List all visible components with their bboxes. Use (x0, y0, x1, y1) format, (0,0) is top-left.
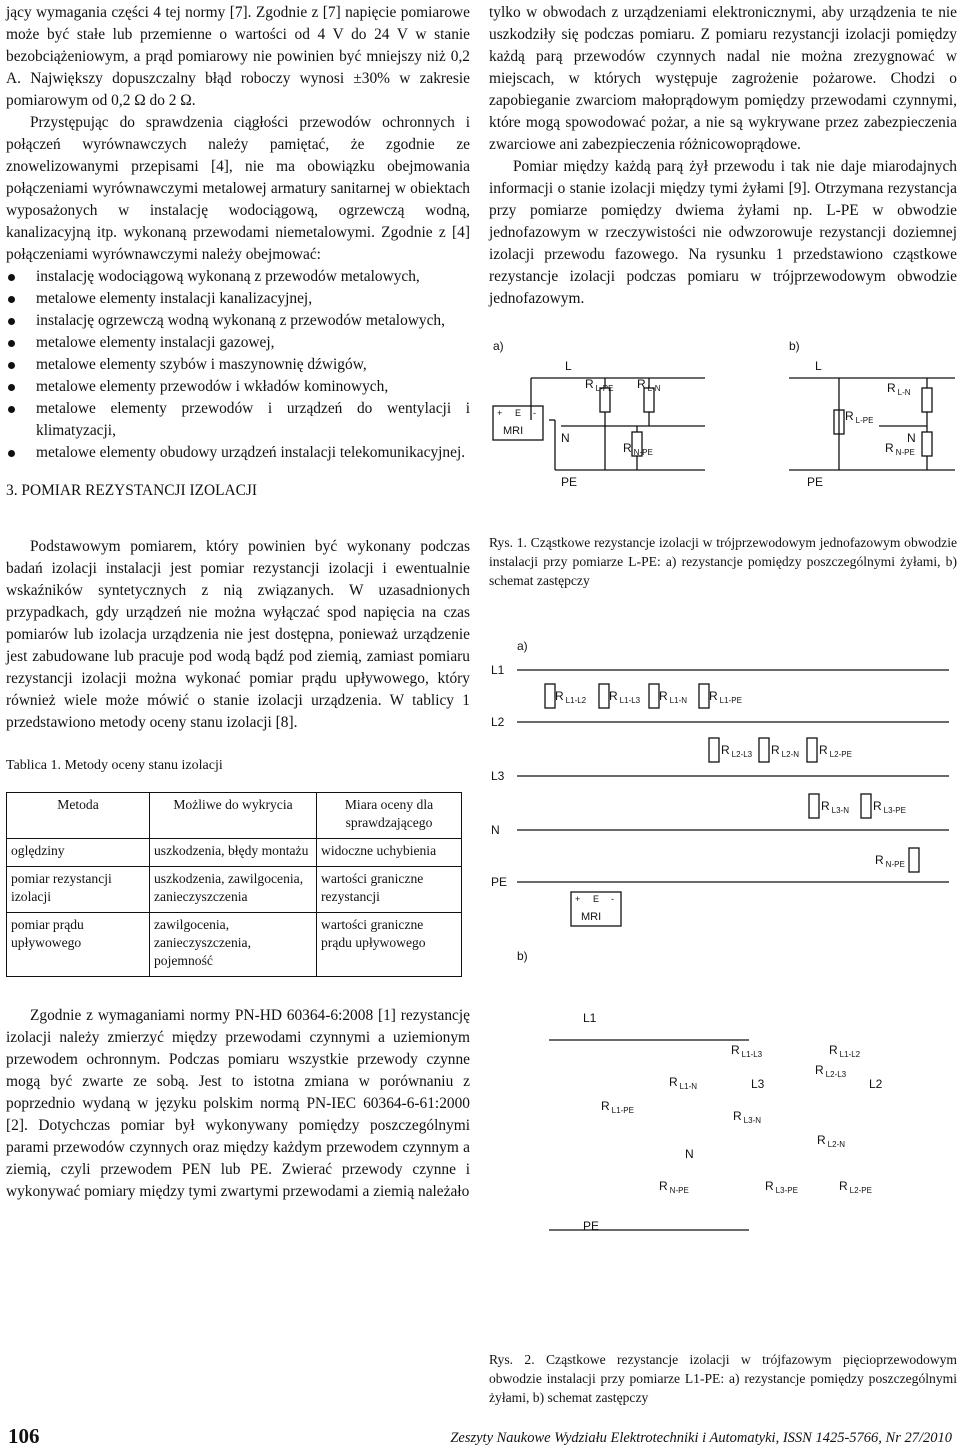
fig2a-L3: L3 (491, 769, 505, 783)
paragraph-norm: Zgodnie z wymaganiami normy PN-HD 60364-6:2008 [1] rezystancję izolacji należy zmierzyć między przewodami czynnymi a uziemionym przewodem ochronnym. Podczas pomiaru wszystkie przewody czynne mogą być zwarte ze sobą. Jest to istotna zmiana w porównaniu z poprzednio wydaną w języku polskim normą PN-IEC 60364-6-61:2000 [2]. Dotychczas pomiar był wykonywany pomiędzy poszczególnymi parami przewodów czynnych oraz między każdym przewodem czynnym a ziemią, czyli przewodem PEN lub PE. Zwierać przewody czynne i wykonywać pomiary między tymi zwartymi przewodami a ziemią należało (6, 1007, 470, 1200)
fig2a-R-L1PE: R $_{L1-PE}$ (709, 689, 742, 705)
fig2a-PE: PE (491, 875, 508, 889)
journal-footer: Zeszyty Naukowe Wydziału Elektrotechniki i Automatyki, ISSN 1425-5766, Nr 27/2010 (450, 1430, 952, 1446)
fig1a-L-label: L (565, 359, 572, 373)
figure-1-diagram (489, 320, 957, 520)
paragraph-pair-measurement: Pomiar między każdą parą żył przewodu i tak nie daje miarodajnych informacji o stanie izolacji między tymi żyłami [9]. Otrzymana rezystancja przy pomiarze pomiędzy dwiema żyłami np. L-PE w obwodzie jednofazowym w rzeczywistości nie odwzorowuje rezystancji doziemnej izolacji przewodu fazowego. Na rysunku 1 przedstawiono cząstkowe rezystancje izolacji podczas pomiaru w trójprzewodowym obwodzie jednofazowym. (489, 158, 957, 307)
table-cell: oględziny (7, 839, 150, 867)
figure-2-diagram (489, 630, 957, 1233)
mri-label: MRI (503, 425, 524, 437)
fig2b-L2: L2 (869, 1077, 883, 1091)
fig1a-R-LPE: R $_{L-PE}$ (585, 377, 614, 393)
list-item: metalowe elementy obudowy urządzeń instalacji telekomunikacyjnej. (6, 442, 470, 464)
table-header-cell: Metoda (7, 793, 150, 839)
methods-table (6, 792, 462, 977)
mri2-minus: - (611, 894, 614, 904)
fig1-label-a: a) (493, 339, 504, 353)
left-column (6, 2, 470, 1203)
bullet-icon (8, 406, 15, 413)
table-header-row (7, 793, 462, 839)
fig2a-N: N (491, 823, 500, 837)
mri2-E: E (593, 894, 600, 904)
table-row (7, 867, 462, 913)
list-item: metalowe elementy instalacji gazowej, (6, 332, 470, 354)
figure-2 (489, 630, 957, 1233)
paragraph-basic-measurement: Podstawowym pomiarem, który powinien być wykonany podczas badań izolacji instalacji jest pomiar rezystancji izolacji i ewentualnie wskaźników syntetycznych z nią związanych. W uzasadnionych przypadkach, gdy urządzeń nie można wyłączać spod napięcia na czas pomiarów lub izolacja urządzenia nie jest dostępna, ponieważ urządzenie jest zabudowane lub pracuje pod wodą bądź pod ziemią, zamiast pomiaru rezystancji izolacji można wykonać pomiar prądu upływowego, który również wiele może mówić o stanie izolacji urządzenia. W tablicy 1 przedstawiono metody oceny stanu izolacji [8]. (6, 538, 470, 731)
table-cell: wartości graniczne rezystancji (317, 867, 462, 913)
mri2-plus: + (575, 894, 581, 904)
fig2b-R-NPE: R $_{N-PE}$ (659, 1179, 689, 1195)
bullet-icon (8, 450, 15, 457)
table-cell: wartości graniczne prądu upływowego (317, 913, 462, 977)
fig2b-R-L1PE: R $_{L1-PE}$ (601, 1099, 634, 1115)
fig2a-R-L1N: R $_{L1-N}$ (659, 689, 688, 705)
fig2b-R-L2L3: R $_{L2-L3}$ (815, 1063, 847, 1079)
fig2b-R-L1L3: R $_{L1-L3}$ (731, 1043, 763, 1059)
fig2b-R-L1L2: R $_{L1-L2}$ (829, 1043, 861, 1059)
table-cell: pomiar prądu upływowego (7, 913, 150, 977)
mri2-label: MRI (581, 911, 602, 923)
figure-1-caption: Rys. 1. Cząstkowe rezystancje izolacji w trójprzewodowym jednofazowym obwodzie instalacji przy pomiarze L-PE: a) rezystancje pomiędzy poszczególnymi żyłami, b) schemat zastępczy (489, 535, 957, 588)
paragraph-continuity: Przystępując do sprawdzenia ciągłości przewodów ochronnych i połączeń wyrównawczych należy pamiętać, że zgodnie ze znowelizowanymi przepisami [4], nie ma obowiązku obejmowania połączeniami wyrównawczymi metalowej armatury sanitarnej w obiektach wyposażonych w instalację wodociągową, ogrzewczą wodną, kanalizacyjną itp. wykonaną przewodami niemetalowymi. Zgodnie z [4] połączeniami wyrównawczymi należy obejmować: (6, 114, 470, 263)
fig1b-L-label: L (815, 359, 822, 373)
fig1b-N-label: N (907, 431, 916, 445)
section-heading: 3. POMIAR REZYSTANCJI IZOLACJI (6, 482, 258, 499)
bullet-icon (8, 340, 15, 347)
figure-1 (489, 320, 957, 590)
fig2a-R-L2L3: R $_{L2-L3}$ (721, 743, 753, 759)
mri-plus: + (497, 408, 503, 418)
fig2b-N: N (685, 1147, 694, 1161)
fig2-label-b: b) (517, 949, 528, 963)
table-header-cell: Możliwe do wykrycia (150, 793, 317, 839)
list-item: metalowe elementy przewodów i urządzeń do wentylacji i klimatyzacji, (6, 398, 470, 442)
fig1b-R-NPE: R $_{N-PE}$ (885, 441, 915, 457)
fig2a-R-L3PE: R $_{L3-PE}$ (873, 799, 906, 815)
fig1a-R-LN: R $_{L-N}$ (637, 377, 661, 393)
fig2a-L1: L1 (491, 663, 505, 677)
fig2a-R-L1L2: R $_{L1-L2}$ (555, 689, 587, 705)
fig2a-R-L2N: R $_{L2-N}$ (771, 743, 800, 759)
list-item: metalowe elementy przewodów i wkładów kominowych, (6, 376, 470, 398)
mri-E: E (515, 408, 522, 418)
fig2a-L2: L2 (491, 715, 505, 729)
fig2a-R-L2PE: R $_{L2-PE}$ (819, 743, 852, 759)
fig2a-R-L1L3: R $_{L1-L3}$ (609, 689, 641, 705)
fig1b-R-LPE: R $_{L-PE}$ (845, 409, 874, 425)
fig2b-R-L2N: R $_{L2-N}$ (817, 1133, 846, 1149)
fig2b-R-L3N: R $_{L3-N}$ (733, 1109, 762, 1125)
fig2a-R-NPE: R $_{N-PE}$ (875, 853, 905, 869)
page-number: 106 (8, 1424, 40, 1448)
figure-2-caption: Rys. 2. Cząstkowe rezystancje izolacji w trójfazowym pięcioprzewodowym obwodzie instalacji przy pomiarze L1-PE: a) rezystancje pomiędzy poszczególnymi żyłami, b) schemat zastępczy (489, 1352, 957, 1405)
fig1a-N-label: N (561, 431, 570, 445)
paragraph-measurement-voltage: jący wymagania części 4 tej normy [7]. Zgodnie z [7] napięcie pomiarowe może być stałe lub przemienne o wartości od 4 V do 24 V w stanie bezobciążeniowym, a prąd pomiarowy nie powinien być mniejszy niż 0,2 A. Największy dopuszczalny błąd roboczy wynosi ±30% w zakresie pomiarowym od 0,2 Ω do 2 Ω. (6, 4, 470, 109)
mri-minus: - (533, 408, 536, 418)
fig1a-R-NPE: R $_{N-PE}$ (623, 441, 653, 457)
paragraph-electronic-circuits: tylko w obwodach z urządzeniami elektronicznymi, aby urządzenia te nie uszkodziły się podczas pomiaru. Z pomiaru rezystancji izolacji pomiędzy każdą parą przewodów czynnych nadal nie można zrezygnować w miejscach, w których występuje zagrożenie pożarowe. Chodzi o zapobieganie zwarciom małoprądowym pomiędzy przewodami czynnymi, które mogą spowodować pożar, a nie są wykrywane przez zabezpieczenia zwarciowe ani zabezpieczenia różnicowoprądowe. (489, 4, 957, 153)
right-column (489, 2, 957, 1233)
table-cell: zawilgocenia, zanieczyszczenia, pojemność (150, 913, 317, 977)
table-row (7, 913, 462, 977)
fig2b-L3: L3 (751, 1077, 765, 1091)
list-item: metalowe elementy instalacji kanalizacyjnej, (6, 288, 470, 310)
bullet-icon (8, 384, 15, 391)
bullet-icon (8, 296, 15, 303)
equipotential-list (6, 266, 470, 464)
list-item: metalowe elementy szybów i maszynownię dźwigów, (6, 354, 470, 376)
fig2b-PE: PE (583, 1219, 600, 1233)
fig2a-R-L3N: R $_{L3-N}$ (821, 799, 850, 815)
bullet-icon (8, 318, 15, 325)
fig2b-R-L1N: R $_{L1-N}$ (669, 1075, 698, 1091)
list-item: instalację ogrzewczą wodną wykonaną z przewodów metalowych, (6, 310, 470, 332)
table-row (7, 839, 462, 867)
fig2b-L1: L1 (583, 1011, 597, 1025)
table-cell: uszkodzenia, błędy montażu (150, 839, 317, 867)
bullet-icon (8, 362, 15, 369)
table-cell: pomiar rezystancji izolacji (7, 867, 150, 913)
fig2b-R-L3PE: R $_{L3-PE}$ (765, 1179, 798, 1195)
fig1b-R-LN: R $_{L-N}$ (887, 381, 911, 397)
fig2-label-a: a) (517, 639, 528, 653)
fig1-label-b: b) (789, 339, 800, 353)
fig2b-R-L2PE: R $_{L2-PE}$ (839, 1179, 872, 1195)
list-item: instalację wodociągową wykonaną z przewodów metalowych, (6, 266, 470, 288)
table-cell: widoczne uchybienia (317, 839, 462, 867)
fig1a-PE-label: PE (561, 475, 578, 489)
table-caption: Tablica 1. Metody oceny stanu izolacji (6, 758, 223, 773)
fig1b-PE-label: PE (807, 475, 824, 489)
bullet-icon (8, 274, 15, 281)
table-cell: uszkodzenia, zawilgocenia, zanieczyszczenia (150, 867, 317, 913)
table-header-cell: Miara oceny dla sprawdzającego (317, 793, 462, 839)
